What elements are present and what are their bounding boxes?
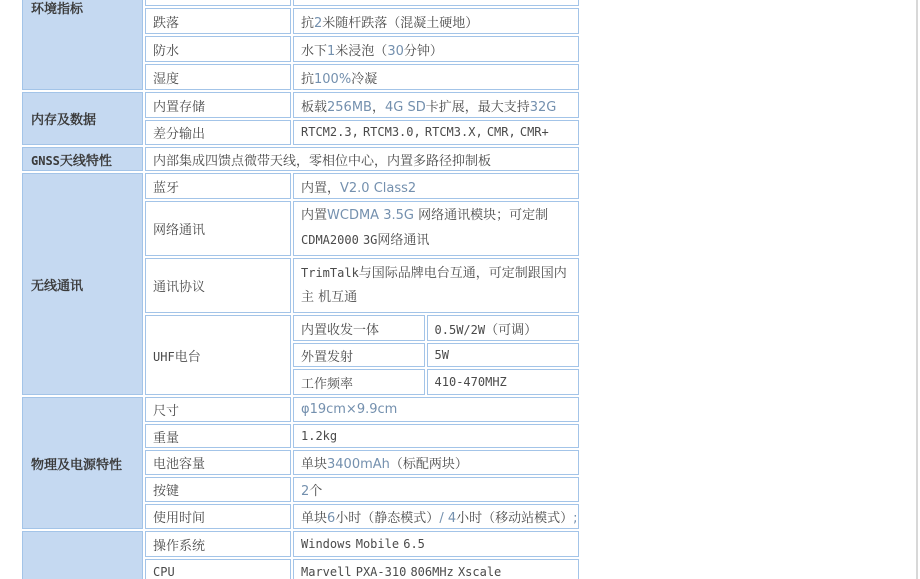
spec-section-label: GNSS天线特性 xyxy=(22,147,143,171)
spec-row xyxy=(22,147,579,171)
spec-value-cell xyxy=(293,0,579,6)
spec-value-cell: 2个 xyxy=(293,477,579,502)
spec-attribute-cell: 湿度 xyxy=(145,64,291,90)
spec-value-cell: 0.5W/2W（可调） xyxy=(427,315,579,341)
spec-attribute-cell xyxy=(145,0,291,6)
spec-attribute-cell: CPU xyxy=(145,559,291,579)
spec-attribute-cell: 通讯协议 xyxy=(145,258,291,313)
spec-attribute-cell: 重量 xyxy=(145,424,291,448)
spec-value-cell: φ19cm×9.9cm xyxy=(293,397,579,422)
spec-value-cell: 单块6小时（静态模式）/ 4小时（移动站模式）; xyxy=(293,504,579,529)
spec-row xyxy=(22,0,579,6)
vertical-scrollbar[interactable] xyxy=(916,0,918,579)
spec-value-cell: 抗100%冷凝 xyxy=(293,64,579,90)
spec-row xyxy=(22,397,579,422)
spec-value-cell: 410-470MHZ xyxy=(427,369,579,395)
spec-value-cell: 内部集成四馈点微带天线，零相位中心，内置多路径抑制板 xyxy=(145,147,579,171)
spec-attribute-cell: 蓝牙 xyxy=(145,173,291,199)
spec-value-line: 主 机互通 xyxy=(301,290,358,305)
spec-attribute-cell: 尺寸 xyxy=(145,397,291,422)
spec-value-cell: 单块3400mAh（标配两块） xyxy=(293,450,579,475)
spec-value-cell: Marvell PXA-310 806MHz Xscale xyxy=(293,559,579,579)
spec-value-line: 内置WCDMA 3.5G 网络通讯模块；可定制 xyxy=(301,208,549,223)
spec-value-cell: Windows Mobile 6.5 xyxy=(293,531,579,557)
spec-section-label: 环境指标 xyxy=(22,0,143,90)
spec-table-wrapper xyxy=(20,0,581,579)
spec-row xyxy=(22,531,579,557)
spec-attribute-cell: 差分输出 xyxy=(145,120,291,145)
spec-table xyxy=(20,0,581,579)
spec-row xyxy=(22,92,579,118)
spec-value-cell: 水下1米浸泡（30分钟） xyxy=(293,36,579,62)
spec-attribute-cell: 电池容量 xyxy=(145,450,291,475)
spec-value-cell: RTCM2.3, RTCM3.0, RTCM3.X, CMR, CMR+ xyxy=(293,120,579,145)
spec-value-cell: 1.2kg xyxy=(293,424,579,448)
spec-attribute-cell: 使用时间 xyxy=(145,504,291,529)
spec-section-label xyxy=(22,531,143,579)
spec-subattribute-cell: 外置发射 xyxy=(293,343,425,367)
spec-row xyxy=(22,173,579,199)
spec-value-cell: 内置，V2.0 Class2 xyxy=(293,173,579,199)
spec-attribute-cell: UHF电台 xyxy=(145,315,291,395)
spec-attribute-cell: 网络通讯 xyxy=(145,201,291,256)
spec-attribute-cell: 操作系统 xyxy=(145,531,291,557)
spec-value-cell xyxy=(293,258,579,313)
spec-attribute-cell: 跌落 xyxy=(145,8,291,34)
spec-attribute-cell: 防水 xyxy=(145,36,291,62)
spec-section-label: 物理及电源特性 xyxy=(22,397,143,529)
spec-section-label: 内存及数据 xyxy=(22,92,143,145)
spec-value-cell: 5W xyxy=(427,343,579,367)
spec-value-line: TrimTalk与国际品牌电台互通，可定制跟国内 xyxy=(301,266,567,281)
spec-section-label: 无线通讯 xyxy=(22,173,143,395)
spec-subattribute-cell: 内置收发一体 xyxy=(293,315,425,341)
spec-value-cell: 板载256MB，4G SD卡扩展，最大支持32G xyxy=(293,92,579,118)
spec-attribute-cell: 内置存储 xyxy=(145,92,291,118)
spec-value-cell xyxy=(293,201,579,256)
spec-attribute-cell: 按键 xyxy=(145,477,291,502)
spec-value-line: CDMA2000 3G网络通讯 xyxy=(301,233,430,248)
spec-value-cell: 抗2米随杆跌落（混凝土硬地） xyxy=(293,8,579,34)
spec-subattribute-cell: 工作频率 xyxy=(293,369,425,395)
